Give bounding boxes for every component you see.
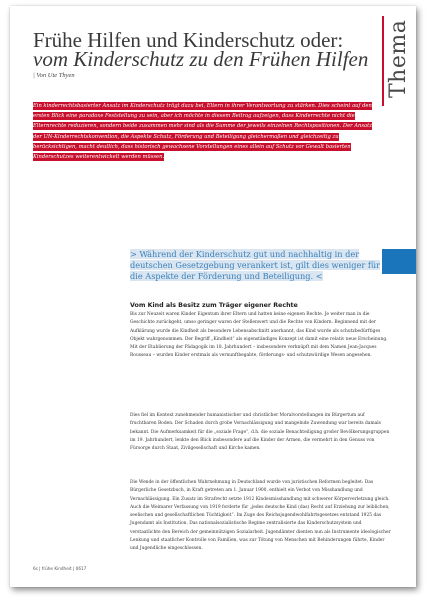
quote-accent-bar: [382, 249, 416, 274]
section-heading: Vom Kind als Besitz zum Träger eigener Rechte: [130, 302, 298, 309]
pull-quote: [130, 249, 392, 282]
section-label: [386, 18, 412, 98]
title-line-2: vom Kinderschutz zu den Frühen Hilfen: [33, 47, 369, 71]
body-paragraph: Bis zur Neuzeit waren Kinder Eigentum ihrer Eltern und hatten keine eigenen Rechte. Je weiter man in die Geschichte zurückgeht, umso geringer waren der Stellenwert und die Rechte von Kindern. Beginnend mit der Aufklärung wurde die Kindheit als besondere Lebensabschnitt anerkannt, das Kind wurde als schutzbedürftiges Objekt wahrgenommen. Der Begriff „Kindheit“ als eigenständiges Konzept ist damit eine relativ neue Erscheinung. Mit der Etablierung der Pädagogik im 18. Jahrhundert – insbesondere verknüpft mit dem Namen Jean-Jacques Rousseau – wurden Kinder erstmals als vernunftbegabte, förderungs- und schutzwürdige Wesen angesehen.: [130, 312, 388, 359]
title-line-1: Frühe Hilfen und Kinderschutz oder:: [33, 28, 344, 52]
body-paragraph: Dies fiel im Kontext zunehmender humanistischer und christlicher Moralvorstellungen im Bürgertum auf fruchtbaren Boden. Der Schaden durch grobe Vernachlässigung und mangelnde Zuwendung war bereits damals bekannt. Die Aufmerksamkeit für die „soziale Frage“, d.h. die soziale Benachteiligung großer Bevölkerungsgruppen im 19. Jahrhundert, lenkte den Blick insbesondere auf die Kinder der Armen, die vermehrt in den Genuss von Fürsorge durch Staat, Zivilgesellschaft und Kirche kamen.: [130, 413, 390, 452]
section-label-text: Thema: [386, 19, 411, 98]
article-title: [33, 28, 378, 71]
intro-paragraph: [33, 101, 372, 162]
byline: | Von Ute Thyen: [33, 72, 75, 79]
section-rule: [382, 16, 384, 106]
intro-text: Ein kinderrechtsbasierter Ansatz im Kinderschutz trägt dazu bei, Eltern in ihrer Verantwortung zu stärken. Dies scheint auf den ersten Blick eine paradoxe Feststellung zu sein, aber ich möchte in diesem Beitrag aufzeigen, dass Kinderrechte nicht die Elternrechte reduzieren, sondern beide zusammen mehr sind als die Summe der jeweils einzelnen Rechtspositionen. Der Ansatz der UN-Kinderrechtskonvention, die Aspekte Schutz, Förderung und Beteiligung gleichermaßen und gleichzeitig zu berücksichtigen, macht deutlich, dass historisch gewachsene Vorstellungen eines allein auf Schutz vor Gewalt basierten Kinderschutzes weiterentwickelt werden müssen.: [33, 103, 372, 161]
body-paragraph: Die Wende in der öffentlichen Wahrnehmung in Deutschland wurde von juristischen Reformen begleitet: Das Bürgerliche Gesetzbuch, in Kraft getreten am 1. Januar 1900, enthielt ein Verbot von Misshandlung und Vernachlässigung. Ein Zusatz im Strafrecht setzte 1912 Kindesmisshandlung mit schwerer Körperverletzung gleich. Auch die Weimarer Verfassung von 1919 forderte für „jedes deutsche Kind (das) Recht auf Erziehung zur leiblichen, seelischen und gesellschaftlichen Tüchtigkeit“. Im Zuge des Reichsjugendwohlfahrtsgesetzes entstand 1925 das Jugendamt als Institution. Das nationalsozialistische Regime zentralisierte das Kinderschutzsystem und verstaatlichte den Bereich der gemeinnützigen Sozialarbeit. Jugendämter dienten nun als Instrumente ideologischer Lenkung und staatlicher Kontrolle von Familien, was zur Tötung von Menschen mit Behinderungen führte, Kinder und Jugendliche eingeschlossen.: [130, 480, 391, 552]
page-footer: 6s | frühe Kindheit | 0617: [33, 566, 87, 571]
pull-quote-text: > Während der Kinderschutz gut und nachhaltig in der deutschen Gesetzgebung verankert ist, gilt dies weniger für die Aspekte der Förderung und Beteiligung. <: [130, 249, 381, 281]
magazine-page: [10, 6, 416, 587]
